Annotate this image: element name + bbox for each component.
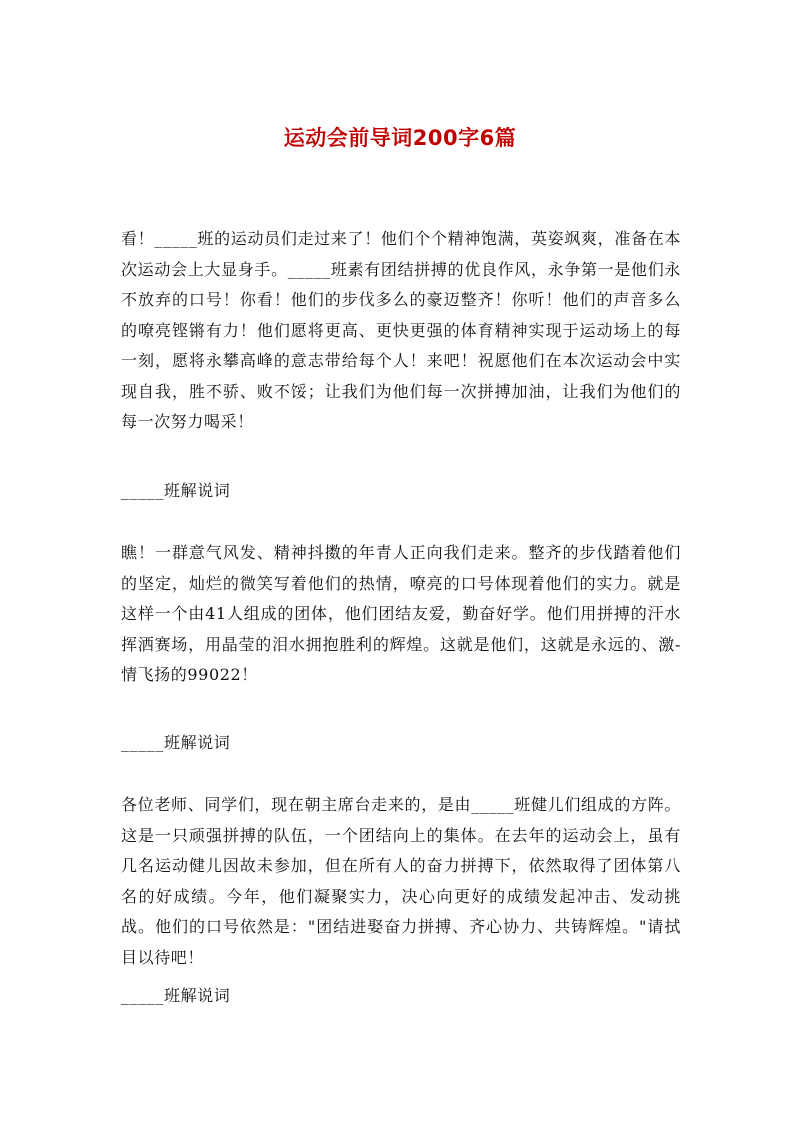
paragraph-1: 看！_____班的运动员们走过来了！他们个个精神饱满，英姿飒爽，准备在本次运动会上大显身手。_____班素有团结拼搏的优良作风，永争第一是他们永不放弃的口号！你看！他们的步伐多么的豪迈整齐！你听！他们的声音多么的嘹亮铿锵有力！他们愿将更高、更快更强的体育精神实现于运动场上的每一刻，愿将永攀高峰的意志带给每个人！来吧！祝愿他们在本次运动会中实现自我，胜不骄、败不馁；让我们为他们每一次拼搏加油，让我们为他们的每一次努力喝采！ (121, 229, 681, 431)
paragraph-3: 各位老师、同学们，现在朝主席台走来的，是由_____班健儿们组成的方阵。这是一只顽强拼搏的队伍，一个团结向上的集体。在去年的运动会上，虽有几名运动健儿因故未参加，但在所有人的奋力拼搏下，依然取得了团体第八名的好成绩。今年，他们凝聚实力，决心向更好的成绩发起冲击、发动挑战。他们的口号依然是："团结进娶奋力拼搏、齐心协力、共铸辉煌。"请拭目以待吧！ (121, 795, 681, 967)
section-heading-1: _____班解说词 (121, 481, 231, 500)
section-heading-3: _____班解说词 (121, 986, 231, 1005)
document-title: 运动会前导词200字6篇 (283, 126, 517, 150)
paragraph-2: 瞧！一群意气风发、精神抖擞的年青人正向我们走来。整齐的步伐踏着他们的坚定，灿烂的微笑写着他们的热情，嘹亮的口号体现着他们的实力。就是这样一个由41人组成的团体，他们团结友爱，勤奋好学。他们用拼搏的汗水挥洒赛场，用晶莹的泪水拥抱胜利的辉煌。这就是他们，这就是永远的、激-情飞扬的99022！ (121, 543, 681, 684)
section-heading-2: _____班解说词 (121, 733, 231, 752)
